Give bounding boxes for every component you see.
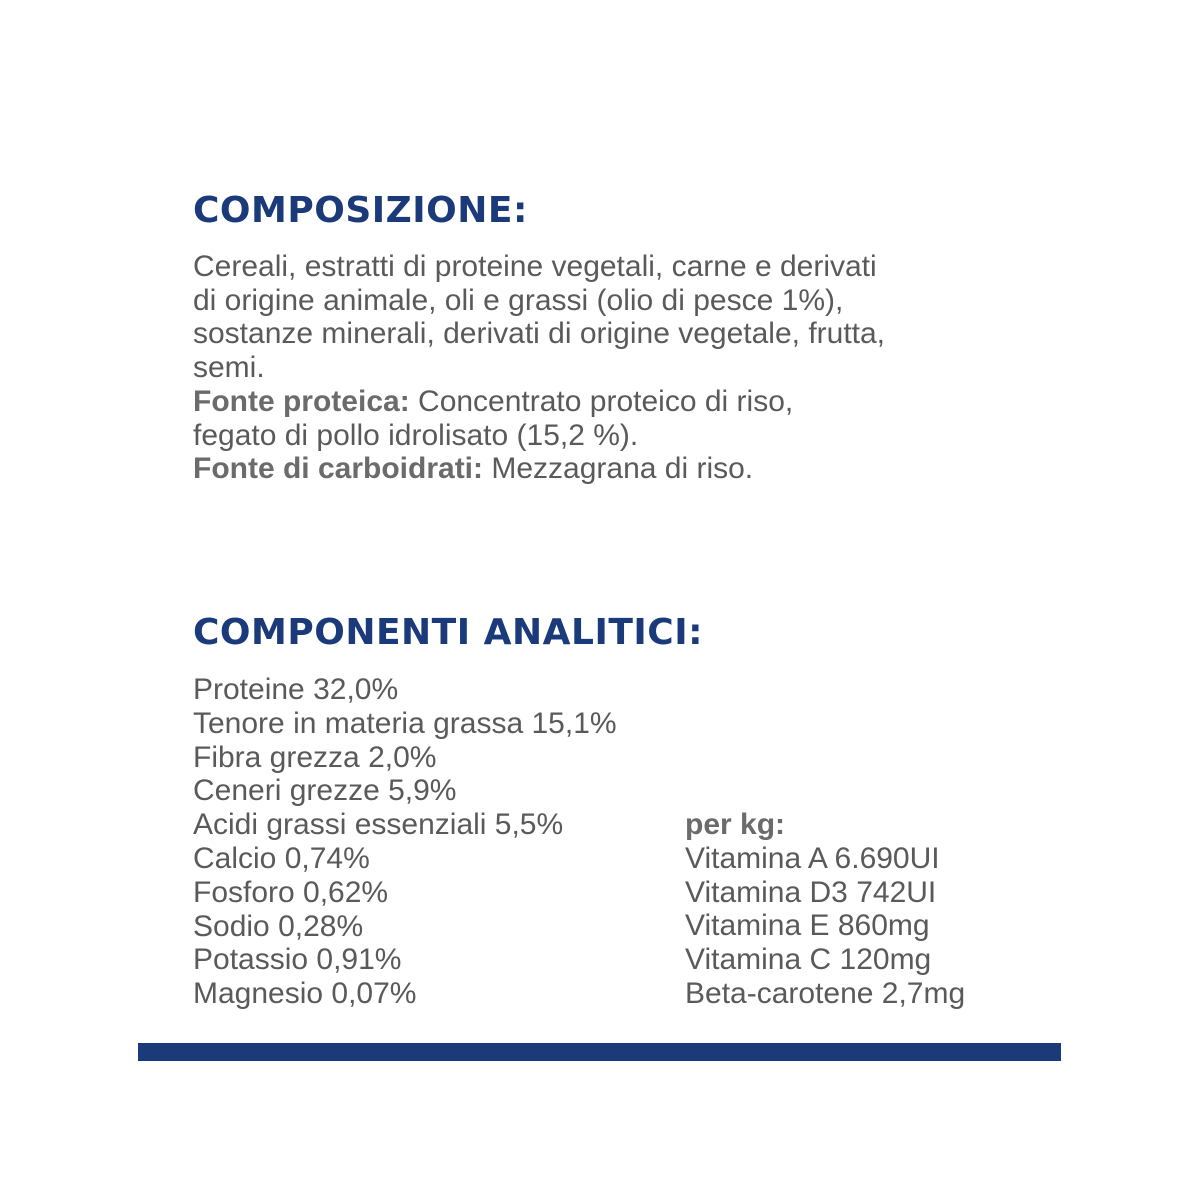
list-item: Sodio 0,28% (193, 909, 364, 943)
composizione-heading: COMPOSIZIONE: (193, 190, 528, 231)
composizione-line: Cereali, estratti di proteine vegetali, carne e derivati (193, 250, 877, 283)
list-item: Proteine 32,0% (193, 673, 399, 706)
list-item: Acidi grassi essenziali 5,5% (193, 808, 564, 842)
per-kg-label: per kg: (685, 808, 786, 841)
list-item: Tenore in materia grassa 15,1% (193, 706, 617, 740)
composizione-line: di origine animale, oli e grassi (olio di pesce 1%), (193, 283, 844, 317)
fonte-proteica-text: Concentrato proteico di riso, (409, 384, 794, 418)
fonte-proteica-label: Fonte proteica: (193, 384, 410, 418)
list-item: Magnesio 0,07% (193, 977, 417, 1011)
bottom-divider-bar (138, 1043, 1061, 1061)
list-item: Fosforo 0,62% (193, 875, 389, 909)
list-item: Ceneri grezze 5,9% (193, 774, 457, 808)
fonte-carboidrati-label: Fonte di carboidrati: (193, 452, 484, 486)
list-item: Vitamina D3 742UI (685, 875, 937, 909)
vitamins-per-kg-list (685, 808, 965, 1011)
list-item: Vitamina E 860mg (685, 909, 930, 943)
list-item: Vitamina A 6.690UI (685, 841, 940, 875)
list-item: Vitamina C 120mg (685, 943, 932, 977)
list-item: Calcio 0,74% (193, 841, 370, 875)
componenti-heading: COMPONENTI ANALITICI: (193, 612, 704, 653)
analytical-components-list (193, 673, 617, 1011)
composizione-body (193, 250, 1093, 486)
fonte-carboidrati-text: Mezzagrana di riso. (483, 452, 754, 486)
fonte-proteica (193, 385, 1093, 419)
list-item: Beta-carotene 2,7mg (685, 976, 966, 1010)
list-item: Fibra grezza 2,0% (193, 740, 437, 774)
composizione-line: sostanze minerali, derivati di origine vegetale, frutta, (193, 317, 886, 351)
list-item: Potassio 0,91% (193, 943, 402, 977)
composizione-line: semi. (193, 351, 265, 385)
fonte-carboidrati (193, 452, 1093, 486)
fonte-proteica-continued: fegato di pollo idrolisato (15,2 %). (193, 418, 639, 452)
